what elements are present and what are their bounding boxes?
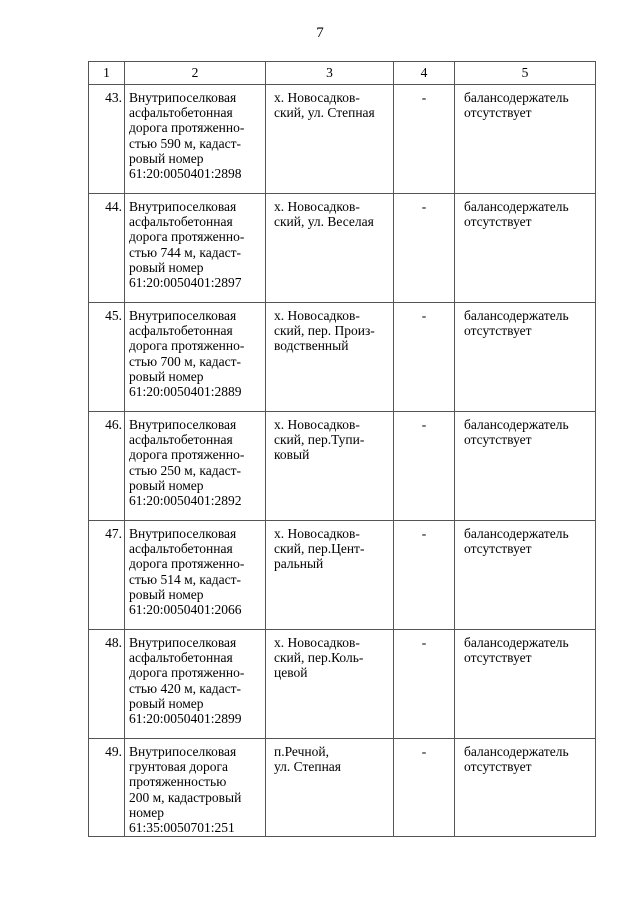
row-number-cell <box>89 521 125 630</box>
row-number: 48. <box>105 635 122 650</box>
holder-cell <box>455 412 596 521</box>
col4-cell <box>394 521 455 630</box>
row-number: 44. <box>105 199 122 214</box>
table-row <box>89 739 596 837</box>
object-name-line: асфальтобетонная <box>129 541 233 557</box>
address-line: ральный <box>274 556 324 572</box>
object-name-line: асфальтобетонная <box>129 323 233 339</box>
col4-value: - <box>421 417 427 432</box>
object-name-line: дорога протяженно- <box>129 665 245 681</box>
address-cell <box>266 739 394 837</box>
holder-line: отсутствует <box>464 323 532 339</box>
object-name-line: дорога протяженно- <box>129 120 245 136</box>
object-name-line: 61:20:0050401:2066 <box>129 602 242 618</box>
table-row <box>89 630 596 739</box>
table-row <box>89 194 596 303</box>
row-number: 49. <box>105 744 122 759</box>
object-name-line: Внутрипоселковая <box>129 308 237 323</box>
object-name-line: дорога протяженно- <box>129 447 245 463</box>
header-col-3: 3 <box>266 62 394 85</box>
object-name-line: дорога протяженно- <box>129 338 245 354</box>
object-name-line: номер <box>129 804 165 820</box>
object-name-line: стью 700 м, кадаст- <box>129 353 242 369</box>
address-line: х. Новосадков- <box>274 199 360 214</box>
header-col-4: 4 <box>394 62 455 85</box>
object-name-line: ровый номер <box>129 150 204 166</box>
object-name-line: ровый номер <box>129 477 204 493</box>
object-name-line: ровый номер <box>129 368 204 384</box>
row-number-cell <box>89 630 125 739</box>
object-name-cell <box>125 303 266 412</box>
address-line: х. Новосадков- <box>274 635 360 650</box>
object-name-line: асфальтобетонная <box>129 432 233 448</box>
holder-cell <box>455 739 596 837</box>
object-name-line: дорога протяженно- <box>129 556 245 572</box>
address-line: ский, ул. Веселая <box>274 214 374 230</box>
address-line: ский, пер.Коль- <box>274 650 364 666</box>
address-line: ский, ул. Степная <box>274 105 375 121</box>
object-name-cell <box>125 739 266 837</box>
object-name-line: 61:20:0050401:2889 <box>129 384 242 400</box>
address-line: х. Новосадков- <box>274 417 360 432</box>
address-line: цевой <box>274 665 308 681</box>
address-line: х. Новосадков- <box>274 526 360 541</box>
object-name-line: стью 744 м, кадаст- <box>129 244 242 260</box>
page-number: 7 <box>316 25 324 41</box>
table-row <box>89 303 596 412</box>
address-cell <box>266 85 394 194</box>
table-header <box>89 62 596 85</box>
object-name-line: ровый номер <box>129 259 204 275</box>
object-name-line: Внутрипоселковая <box>129 90 237 105</box>
row-number-cell <box>89 85 125 194</box>
object-name-cell <box>125 412 266 521</box>
col4-value: - <box>421 308 427 323</box>
header-col-2: 2 <box>125 62 266 85</box>
object-name-line: ровый номер <box>129 586 204 602</box>
holder-line: балансодержатель <box>464 90 569 105</box>
address-line: ский, пер. Произ- <box>274 323 375 339</box>
holder-cell <box>455 303 596 412</box>
row-number: 47. <box>105 526 122 541</box>
address-line: водственный <box>274 338 349 354</box>
object-name-line: асфальтобетонная <box>129 650 233 666</box>
holder-line: отсутствует <box>464 214 532 230</box>
object-name-cell <box>125 85 266 194</box>
address-line: х. Новосадков- <box>274 90 360 105</box>
object-name-cell <box>125 630 266 739</box>
header-row <box>89 62 596 85</box>
object-name-line: дорога протяженно- <box>129 229 245 245</box>
row-number: 43. <box>105 90 122 105</box>
col4-value: - <box>421 90 427 105</box>
table-row <box>89 521 596 630</box>
address-line: ковый <box>274 447 310 463</box>
object-name-cell <box>125 521 266 630</box>
object-name-line: стью 514 м, кадаст- <box>129 571 242 587</box>
holder-cell <box>455 85 596 194</box>
col4-value: - <box>421 635 427 650</box>
row-number-cell <box>89 194 125 303</box>
holder-cell <box>455 521 596 630</box>
holder-line: балансодержатель <box>464 526 569 541</box>
col4-value: - <box>421 199 427 214</box>
object-name-line: 200 м, кадастровый <box>129 789 242 805</box>
col4-cell <box>394 303 455 412</box>
object-name-line: ровый номер <box>129 695 204 711</box>
address-cell <box>266 521 394 630</box>
holder-line: отсутствует <box>464 541 532 557</box>
object-name-line: грунтовая дорога <box>129 759 228 775</box>
address-cell <box>266 194 394 303</box>
registry-table <box>88 61 596 837</box>
holder-line: отсутствует <box>464 759 532 775</box>
row-number: 45. <box>105 308 122 323</box>
address-line: ул. Степная <box>274 759 342 775</box>
object-name-line: Внутрипоселковая <box>129 417 237 432</box>
col4-value: - <box>421 526 427 541</box>
table-row <box>89 85 596 194</box>
object-name-line: 61:20:0050401:2898 <box>129 166 242 182</box>
holder-line: балансодержатель <box>464 308 569 323</box>
col4-cell <box>394 194 455 303</box>
object-name-line: Внутрипоселковая <box>129 199 237 214</box>
holder-line: отсутствует <box>464 105 532 121</box>
address-cell <box>266 630 394 739</box>
object-name-cell <box>125 194 266 303</box>
header-col-1: 1 <box>89 62 125 85</box>
address-cell <box>266 412 394 521</box>
object-name-line: Внутрипоселковая <box>129 744 237 759</box>
col4-value: - <box>421 744 427 759</box>
col4-cell <box>394 739 455 837</box>
holder-line: отсутствует <box>464 432 532 448</box>
holder-line: балансодержатель <box>464 199 569 214</box>
holder-line: отсутствует <box>464 650 532 666</box>
object-name-line: 61:20:0050401:2892 <box>129 493 242 509</box>
holder-line: балансодержатель <box>464 417 569 432</box>
object-name-line: 61:20:0050401:2897 <box>129 275 242 291</box>
object-name-line: стью 420 м, кадаст- <box>129 680 242 696</box>
row-number: 46. <box>105 417 122 432</box>
object-name-line: асфальтобетонная <box>129 214 233 230</box>
object-name-line: стью 250 м, кадаст- <box>129 462 242 478</box>
object-name-line: протяженностью <box>129 774 227 790</box>
object-name-line: Внутрипоселковая <box>129 635 237 650</box>
object-name-line: Внутрипоселковая <box>129 526 237 541</box>
object-name-line: стью 590 м, кадаст- <box>129 135 242 151</box>
holder-line: балансодержатель <box>464 635 569 650</box>
object-name-line: 61:20:0050401:2899 <box>129 711 242 727</box>
address-line: ский, пер.Цент- <box>274 541 365 557</box>
holder-cell <box>455 194 596 303</box>
address-cell <box>266 303 394 412</box>
address-line: п.Речной, <box>274 744 329 759</box>
header-col-5: 5 <box>455 62 596 85</box>
col4-cell <box>394 412 455 521</box>
object-name-line: 61:35:0050701:251 <box>129 820 235 836</box>
row-number-cell <box>89 739 125 837</box>
col4-cell <box>394 630 455 739</box>
col4-cell <box>394 85 455 194</box>
table-row <box>89 412 596 521</box>
row-number-cell <box>89 303 125 412</box>
row-number-cell <box>89 412 125 521</box>
holder-line: балансодержатель <box>464 744 569 759</box>
holder-cell <box>455 630 596 739</box>
address-line: х. Новосадков- <box>274 308 360 323</box>
table-body <box>89 85 596 837</box>
object-name-line: асфальтобетонная <box>129 105 233 121</box>
address-line: ский, пер.Тупи- <box>274 432 365 448</box>
